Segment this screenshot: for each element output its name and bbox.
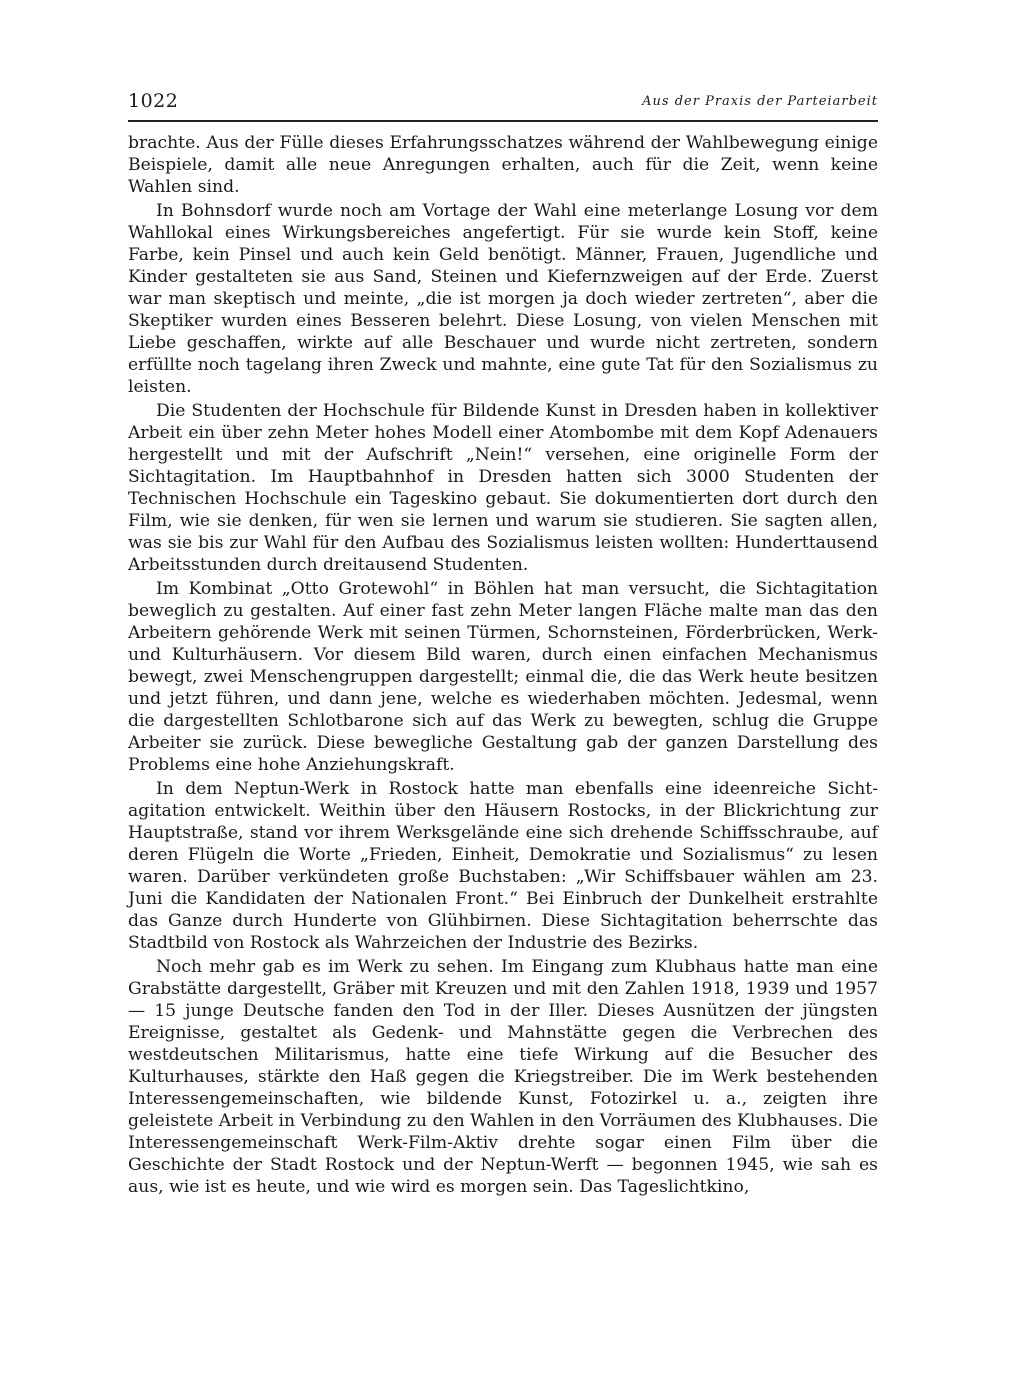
paragraph: Die Studenten der Hochschule für Bildende Kunst in Dresden haben in kollektiver Arbeit ein über zehn Meter hohes Modell einer Atombombe mit dem Kopf Adenauers hergestellt und mit der Aufschrift „Nein!“ versehen, eine originelle Form der Sichtagitation. Im Hauptbahnhof in Dresden hatten sich 3000 Studenten der Technischen Hochschule ein Tageskino gebaut. Sie dokumentierten dort durch den Film, wie sie denken, für wen sie lernen und warum sie studieren. Sie sagten allen, was sie bis zur Wahl für den Aufbau des Sozialismus leisten wollten: Hunderttausend Arbeitsstunden durch dreitausend Studenten. [128,401,878,575]
page-number: 1022 [128,90,179,112]
paragraph: In dem Neptun-Werk in Rostock hatte man ebenfalls eine ideenreiche Sichtagitation entwickelt. Weithin über den Häusern Rostocks, in der Blickrichtung zur Hauptstraße, stand vor ihrem Werksgelände eine sich drehende Schiffsschraube, auf deren Flügeln die Worte „Frieden, Einheit, Demokratie und Sozialismus“ zu lesen waren. Darüber verkündeten große Buchstaben: „Wir Schiffsbauer wählen am 23. Juni die Kandidaten der Nationalen Front.“ Bei Einbruch der Dunkelheit erstrahlte das Ganze durch Hunderte von Glühbirnen. Diese Sichtagitation beherrschte das Stadtbild von Rostock als Wahrzeichen der Industrie des Bezirks. [128,779,878,953]
body-text [128,132,878,1198]
running-title: Aus der Praxis der Parteiarbeit [642,94,878,109]
paragraph: In Bohnsdorf wurde noch am Vortage der Wahl eine meterlange Losung vor dem Wahllokal eines Wirkungsbereiches angefertigt. Für sie wurde kein Stoff, keine Farbe, kein Pinsel und auch kein Geld benötigt. Männer, Frauen, Jugendliche und Kinder gestalteten sie aus Sand, Steinen und Kiefernzweigen auf der Erde. Zuerst war man skeptisch und meinte, „die ist morgen ja doch wieder zertreten“, aber die Skeptiker wurden eines Besseren belehrt. Diese Losung, von vielen Menschen mit Liebe geschaffen, wirkte auf alle Beschauer und wurde nicht zertreten, sondern erfüllte noch tagelang ihren Zweck und mahnte, eine gute Tat für den Sozialismus zu leisten. [128,201,878,397]
document-page [128,84,878,1200]
paragraph: brachte. Aus der Fülle dieses Erfahrungsschatzes während der Wahlbewegung einige Beispiele, damit alle neue Anregungen erhalten, auch für die Zeit, wenn keine Wahlen sind. [128,133,878,197]
page-header [128,84,878,122]
paragraph: Im Kombinat „Otto Grotewohl“ in Böhlen hat man versucht, die Sichtagitation beweglich zu gestalten. Auf einer fast zehn Meter langen Fläche malte man das den Arbeitern gehörende Werk mit seinen Türmen, Schornsteinen, Förderbrücken, Werk- und Kulturhäusern. Vor diesem Bild waren, durch einen einfachen Mechanismus bewegt, zwei Menschengruppen dargestellt; einmal die, die das Werk heute besitzen und jetzt führen, und dann jene, welche es wiederhaben möchten. Jedesmal, wenn die dargestellten Schlotbarone sich auf das Werk zu bewegten, schlug die Gruppe Arbeiter sie zurück. Diese bewegliche Gestaltung gab der ganzen Darstellung des Problems eine hohe Anziehungskraft. [128,579,878,775]
paragraph: Noch mehr gab es im Werk zu sehen. Im Eingang zum Klubhaus hatte man eine Grabstätte dargestellt, Gräber mit Kreuzen und mit den Zahlen 1918, 1939 und 1957 — 15 junge Deutsche fanden den Tod in der Iller. Dieses Ausnützen der jüngsten Ereignisse, gestaltet als Gedenk- und Mahnstätte gegen die Verbrechen des westdeutschen Militarismus, hatte eine tiefe Wirkung auf die Besucher des Kulturhauses, stärkte den Haß gegen die Kriegstreiber. Die im Werk bestehenden Interessengemeinschaften, wie bildende Kunst, Fotozirkel u. a., zeigten ihre geleistete Arbeit in Verbindung zu den Wahlen in den Vorräumen des Klubhauses. Die Interessengemeinschaft Werk-Film-Aktiv drehte sogar einen Film über die Geschichte der Stadt Rostock und der Neptun-Werft — begonnen 1945, wie sah es aus, wie ist es heute, und wie wird es morgen sein. Das Tageslichtkino, [128,957,878,1197]
